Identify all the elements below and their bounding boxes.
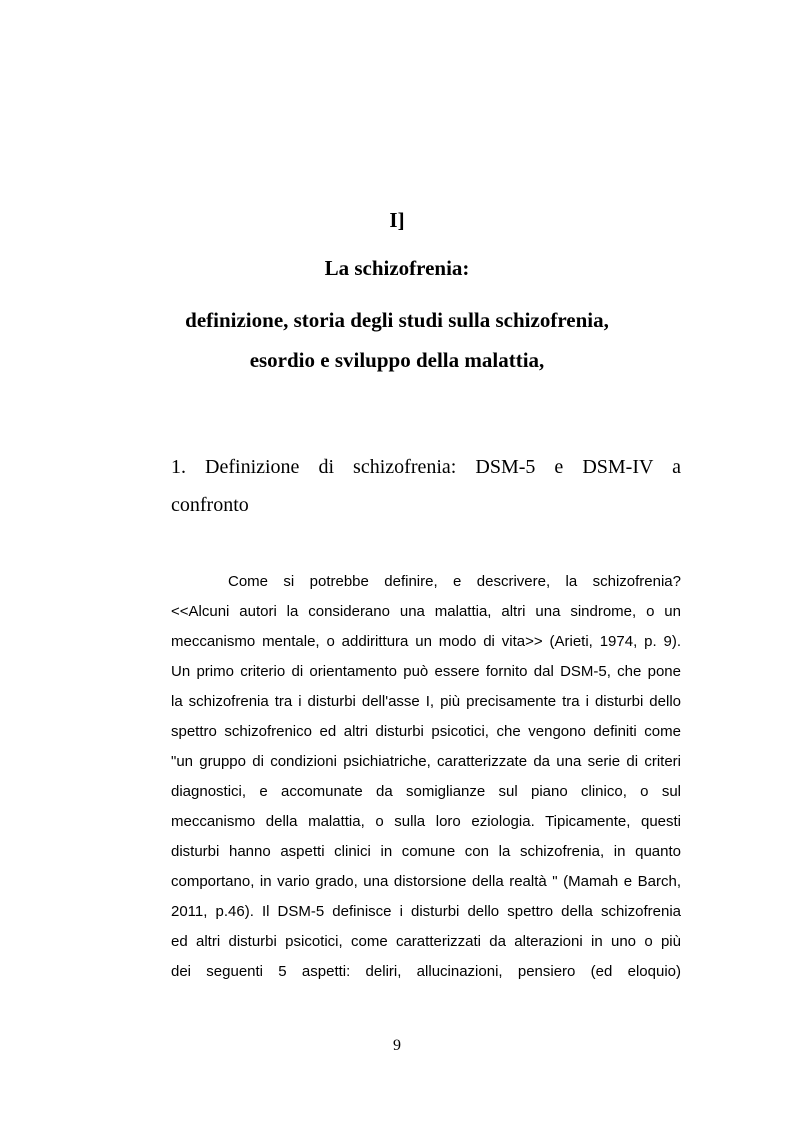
chapter-subtitle-line-2: esordio e sviluppo della malattia, [249, 348, 545, 372]
section-heading-line-1: 1. Definizione di schizofrenia: DSM-5 e DSM-IV a [171, 456, 681, 478]
paragraph-line: disturbi hanno aspetti clinici in comune con la schizofrenia, in quanto [171, 843, 681, 860]
chapter-subtitle-line-1: definizione, storia degli studi sulla schizofrenia, [185, 308, 609, 332]
section-heading-line-2: confronto [171, 494, 249, 516]
paragraph-line: comportano, in vario grado, una distorsione della realtà " (Mamah e Barch, [171, 873, 681, 890]
paragraph-line: diagnostici, e accomunate da somiglianze sul piano clinico, o sul [171, 783, 681, 800]
paragraph-line: <<Alcuni autori la considerano una malattia, altri una sindrome, o un [171, 603, 681, 620]
chapter-number: I] [389, 208, 405, 232]
paragraph-line: "un gruppo di condizioni psichiatriche, caratterizzate da una serie di criteri [171, 753, 681, 770]
page-number: 9 [393, 1037, 401, 1054]
paragraph-line: 2011, p.46). Il DSM-5 definisce i disturbi dello spettro della schizofrenia [171, 903, 681, 920]
paragraph-line: dei seguenti 5 aspetti: deliri, allucinazioni, pensiero (ed eloquio) [171, 963, 681, 980]
chapter-title: La schizofrenia: [324, 256, 470, 280]
paragraph-line: meccanismo mentale, o addirittura un modo di vita>> (Arieti, 1974, p. 9). [171, 633, 681, 650]
paragraph-line: spettro schizofrenico ed altri disturbi psicotici, che vengono definiti come [171, 723, 681, 740]
section-heading [171, 455, 681, 517]
paragraph-line: meccanismo della malattia, o sulla loro eziologia. Tipicamente, questi [171, 813, 681, 830]
paragraph-line: la schizofrenia tra i disturbi dell'asse I, più precisamente tra i disturbi dello [171, 693, 681, 710]
paragraph-line: Come si potrebbe definire, e descrivere, la schizofrenia? [228, 573, 681, 590]
paragraph-line: Un primo criterio di orientamento può essere fornito dal DSM-5, che pone [171, 663, 681, 680]
paragraph-line: ed altri disturbi psicotici, come caratterizzati da alterazioni in uno o più [171, 933, 681, 950]
